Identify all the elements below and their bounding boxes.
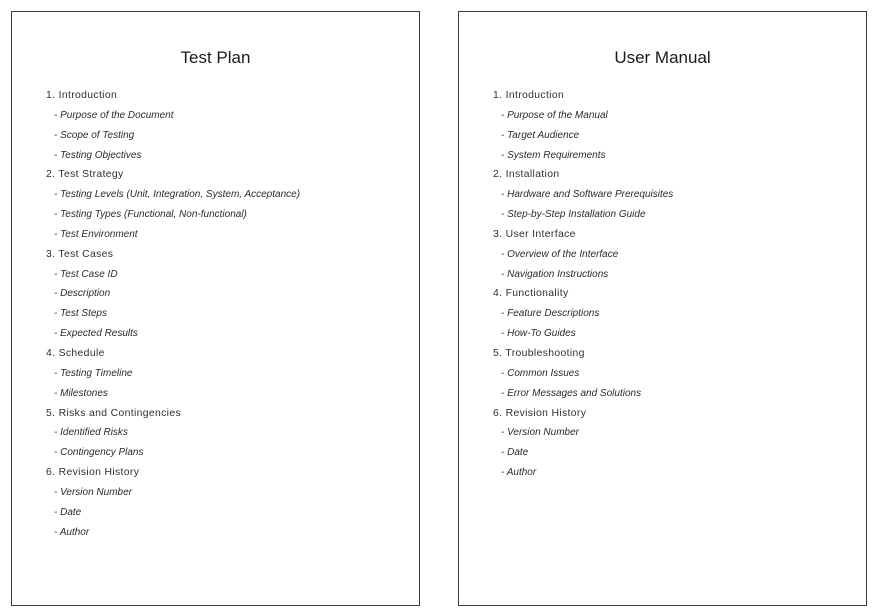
table-of-contents xyxy=(493,86,673,483)
toc-subitem: - Identified Risks xyxy=(54,427,128,439)
toc-section-heading: 2. Installation xyxy=(493,169,560,181)
toc-section-heading: 3. User Interface xyxy=(493,228,576,240)
toc-section-heading: 4. Functionality xyxy=(493,288,569,300)
toc-subitem: - Hardware and Software Prerequisites xyxy=(501,189,674,201)
toc-subitem: - Step-by-Step Installation Guide xyxy=(501,209,646,221)
toc-subitem: - Milestones xyxy=(54,387,108,399)
toc-subitem: - Testing Timeline xyxy=(54,367,133,379)
toc-subitem: - Version Number xyxy=(54,486,132,498)
toc-subitem: - System Requirements xyxy=(501,149,606,161)
toc-subitem: - Overview of the Interface xyxy=(501,248,619,260)
toc-subitem: - Expected Results xyxy=(54,328,138,340)
toc-subitem: - Date xyxy=(54,506,82,518)
toc-subitem: - Scope of Testing xyxy=(54,129,135,141)
toc-section-heading: 2. Test Strategy xyxy=(46,169,124,181)
toc-section-heading: 3. Test Cases xyxy=(46,248,114,260)
toc-subitem: - Testing Types (Functional, Non-functional) xyxy=(54,209,247,221)
user-manual-page xyxy=(458,11,867,606)
toc-subitem: - Error Messages and Solutions xyxy=(501,387,642,399)
toc-section-heading: 1. Introduction xyxy=(493,90,565,101)
toc-subitem: - Testing Levels (Unit, Integration, System, Acceptance) xyxy=(54,189,301,201)
toc-subitem: - Testing Objectives xyxy=(54,149,142,161)
test-plan-page xyxy=(11,11,420,606)
toc-subitem: - Navigation Instructions xyxy=(501,268,609,280)
toc-section-heading: 1. Introduction xyxy=(46,90,118,101)
toc-subitem: - Version Number xyxy=(501,427,579,439)
toc-subitem: - Contingency Plans xyxy=(54,447,144,459)
toc-subitem: - Purpose of the Document xyxy=(54,109,174,121)
toc-subitem: - Common Issues xyxy=(501,367,580,379)
toc-subitem: - Purpose of the Manual xyxy=(501,109,608,121)
toc-subitem: - Date xyxy=(501,447,529,459)
toc-subitem: - Description xyxy=(54,288,111,300)
toc-section-heading: 6. Revision History xyxy=(493,407,587,419)
toc-subitem: - How-To Guides xyxy=(501,328,576,340)
toc-subitem: - Test Environment xyxy=(54,228,138,240)
page-title: Test Plan xyxy=(180,48,251,67)
toc-subitem: - Author xyxy=(501,467,537,479)
table-of-contents xyxy=(46,86,300,542)
toc-subitem: - Test Steps xyxy=(54,308,107,320)
toc-subitem: - Target Audience xyxy=(501,129,580,141)
toc-section-heading: 5. Risks and Contingencies xyxy=(46,407,182,419)
page-title: User Manual xyxy=(614,48,711,67)
toc-subitem: - Feature Descriptions xyxy=(501,308,600,320)
toc-section-heading: 6. Revision History xyxy=(46,467,140,479)
toc-subitem: - Author xyxy=(54,526,90,538)
toc-subitem: - Test Case ID xyxy=(54,268,118,280)
toc-section-heading: 5. Troubleshooting xyxy=(493,347,585,359)
toc-section-heading: 4. Schedule xyxy=(46,347,105,359)
